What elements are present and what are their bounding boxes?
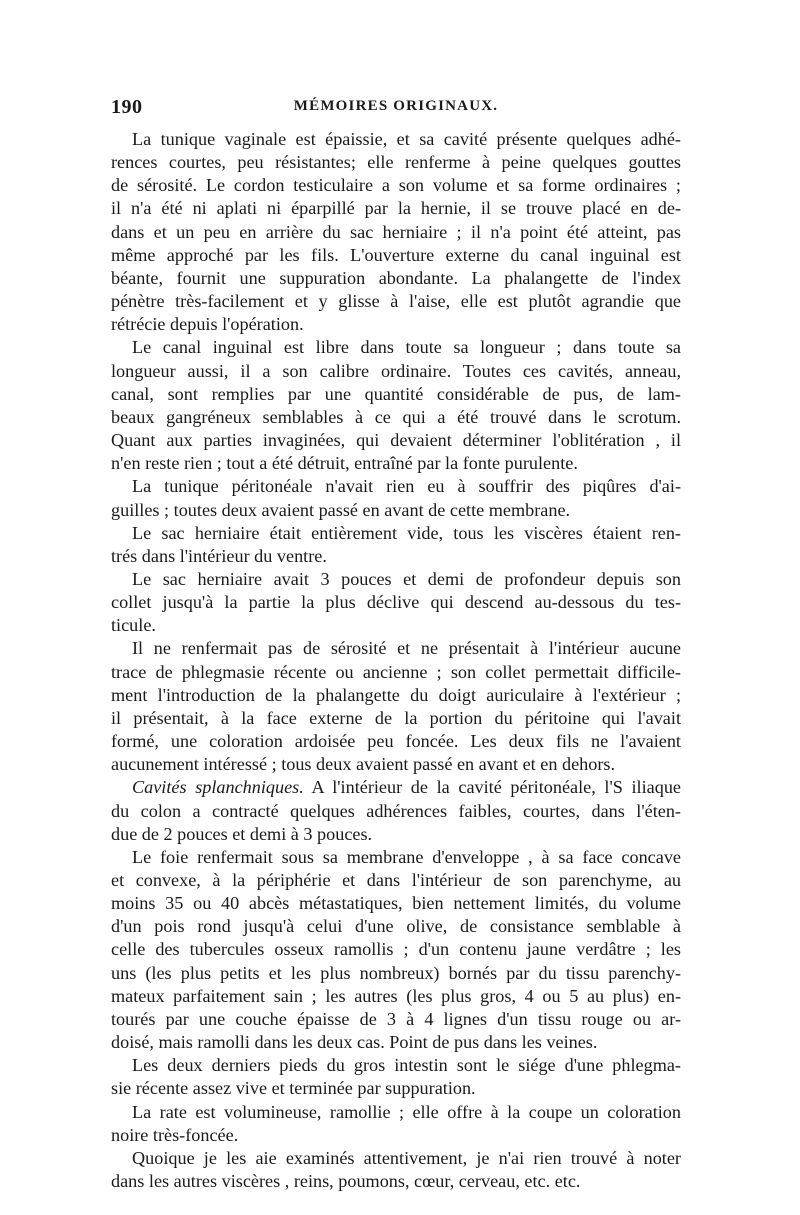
text-line: aucunement intéressé ; tous deux avaient passé en avant et en dehors. xyxy=(111,754,616,775)
text-line: dans et un peu en arrière du sac herniaire ; il n'a point été atteint, pas xyxy=(111,221,681,242)
text-line: rences courtes, peu résistantes; elle renferme à peine quelques gouttes xyxy=(111,152,681,173)
text-line: il n'a été ni aplati ni éparpillé par la hernie, il se trouve placé en de- xyxy=(111,198,681,219)
text-line: trés dans l'intérieur du ventre. xyxy=(111,545,327,566)
text-line: de sérosité. Le cordon testiculaire a son volume et sa forme ordinaires ; xyxy=(111,175,681,196)
page-header xyxy=(111,96,681,126)
text-line: d'un pois rond jusqu'à celui d'une olive, de consistance semblable à xyxy=(111,916,681,937)
section-lead-in: Cavités splanchniques. xyxy=(132,777,304,798)
body-text xyxy=(111,128,681,1193)
paragraph-serosite xyxy=(111,637,681,776)
text-line: Le sac herniaire était entièrement vide, tous les viscères étaient ren- xyxy=(132,522,681,543)
text-line: Le foie renfermait sous sa membrane d'enveloppe , à sa face concave xyxy=(132,846,681,867)
text-line: canal, sont remplies par une quantité considérable de pus, de lam- xyxy=(111,383,681,404)
paragraph-autres-visceres xyxy=(111,1147,681,1193)
paragraph-tunique-vaginale xyxy=(111,128,681,336)
text-line: longueur aussi, il a son calibre ordinaire. Toutes ces cavités, anneau, xyxy=(111,360,681,381)
paragraph-sac-vide xyxy=(111,522,681,568)
text-line: même approché par les fils. L'ouverture externe du canal inguinal est xyxy=(111,244,681,265)
text-line: tourés par une couche épaisse de 3 à 4 lignes d'un tissu rouge ou ar- xyxy=(111,1008,681,1029)
text-line: rétrécie depuis l'opération. xyxy=(111,314,304,335)
paragraph-tunique-peritoneale xyxy=(111,475,681,521)
paragraph-canal-inguinal xyxy=(111,336,681,475)
text-line: sie récente assez vive et terminée par suppuration. xyxy=(111,1078,476,1099)
text-line: mateux parfaitement sain ; les autres (les plus gros, 4 ou 5 au plus) en- xyxy=(111,985,681,1006)
text-line: La tunique péritonéale n'avait rien eu à souffrir des piqûres d'ai- xyxy=(132,476,681,497)
paragraph-cavites-splanchniques xyxy=(111,776,681,845)
text-line: béante, fournit une suppuration abondante. La phalangette de l'index xyxy=(111,267,681,288)
text-line: Le sac herniaire avait 3 pouces et demi de profondeur depuis son xyxy=(132,568,681,589)
text-line: et convexe, à la périphérie et dans l'intérieur de son parenchyme, au xyxy=(111,870,681,890)
text-line: noire très-foncée. xyxy=(111,1124,239,1145)
text-line: il présentait, à la face externe de la portion du péritoine qui l'avait xyxy=(111,707,681,728)
text-line: La tunique vaginale est épaissie, et sa cavité présente quelques adhé- xyxy=(132,129,681,149)
paragraph-rate xyxy=(111,1101,681,1147)
text-line: guilles ; toutes deux avaient passé en avant de cette membrane. xyxy=(111,499,571,520)
text-line: Il ne renfermait pas de sérosité et ne présentait à l'intérieur aucune xyxy=(132,638,681,659)
text-line: doisé, mais ramolli dans les deux cas. Point de pus dans les veines. xyxy=(111,1032,598,1053)
paragraph-gros-intestin xyxy=(111,1054,681,1100)
text-line: Cavités splanchniques. A l'intérieur de la cavité péritonéale, l'S iliaque xyxy=(132,777,681,798)
text-line: Quant aux parties invaginées, qui devaient déterminer l'oblitération , il xyxy=(111,430,681,451)
running-head: MÉMOIRES ORIGINAUX. xyxy=(293,98,499,114)
text-line: trace de phlegmasie récente ou ancienne ; son collet permettait difficile- xyxy=(111,661,681,682)
paragraph-sac-profondeur xyxy=(111,568,681,637)
text-line: n'en reste rien ; tout a été détruit, entraîné par la fonte purulente. xyxy=(111,453,578,474)
text-line: formé, une coloration ardoisée peu foncée. Les deux fils ne l'avaient xyxy=(111,731,681,752)
text-line: celle des tubercules osseux ramollis ; d'un contenu jaune verdâtre ; les xyxy=(111,939,681,960)
text-line: Les deux derniers pieds du gros intestin sont le siége d'une phlegma- xyxy=(132,1055,681,1076)
text-line: Le canal inguinal est libre dans toute sa longueur ; dans toute sa xyxy=(132,337,681,358)
text-line: moins 35 ou 40 abcès métastatiques, bien nettement limités, du volume xyxy=(111,893,681,914)
text-line: pénètre très-facilement et y glisse à l'aise, elle est plutôt agrandie que xyxy=(111,291,681,312)
text-line: dans les autres viscères , reins, poumons, cœur, cerveau, etc. etc. xyxy=(111,1171,581,1192)
text-line: du colon a contracté quelques adhérences faibles, courtes, dans l'éten- xyxy=(111,800,681,821)
text-line: Quoique je les aie examinés attentivement, je n'ai rien trouvé à noter xyxy=(132,1147,681,1168)
text-line: ment l'introduction de la phalangette du doigt auriculaire à l'extérieur ; xyxy=(111,684,681,705)
text-line: La rate est volumineuse, ramollie ; elle offre à la coupe un coloration xyxy=(132,1101,681,1122)
paragraph-foie xyxy=(111,846,681,1054)
text-line: uns (les plus petits et les plus nombreux) bornés par du tissu parenchy- xyxy=(111,962,681,983)
text-line: due de 2 pouces et demi à 3 pouces. xyxy=(111,823,373,844)
page-number: 190 xyxy=(111,96,143,118)
text-line: ticule. xyxy=(111,615,156,636)
text-line: collet jusqu'à la partie la plus déclive qui descend au-dessous du tes- xyxy=(111,592,681,613)
text-line: beaux gangréneux semblables à ce qui a été trouvé dans le scrotum. xyxy=(111,406,681,427)
